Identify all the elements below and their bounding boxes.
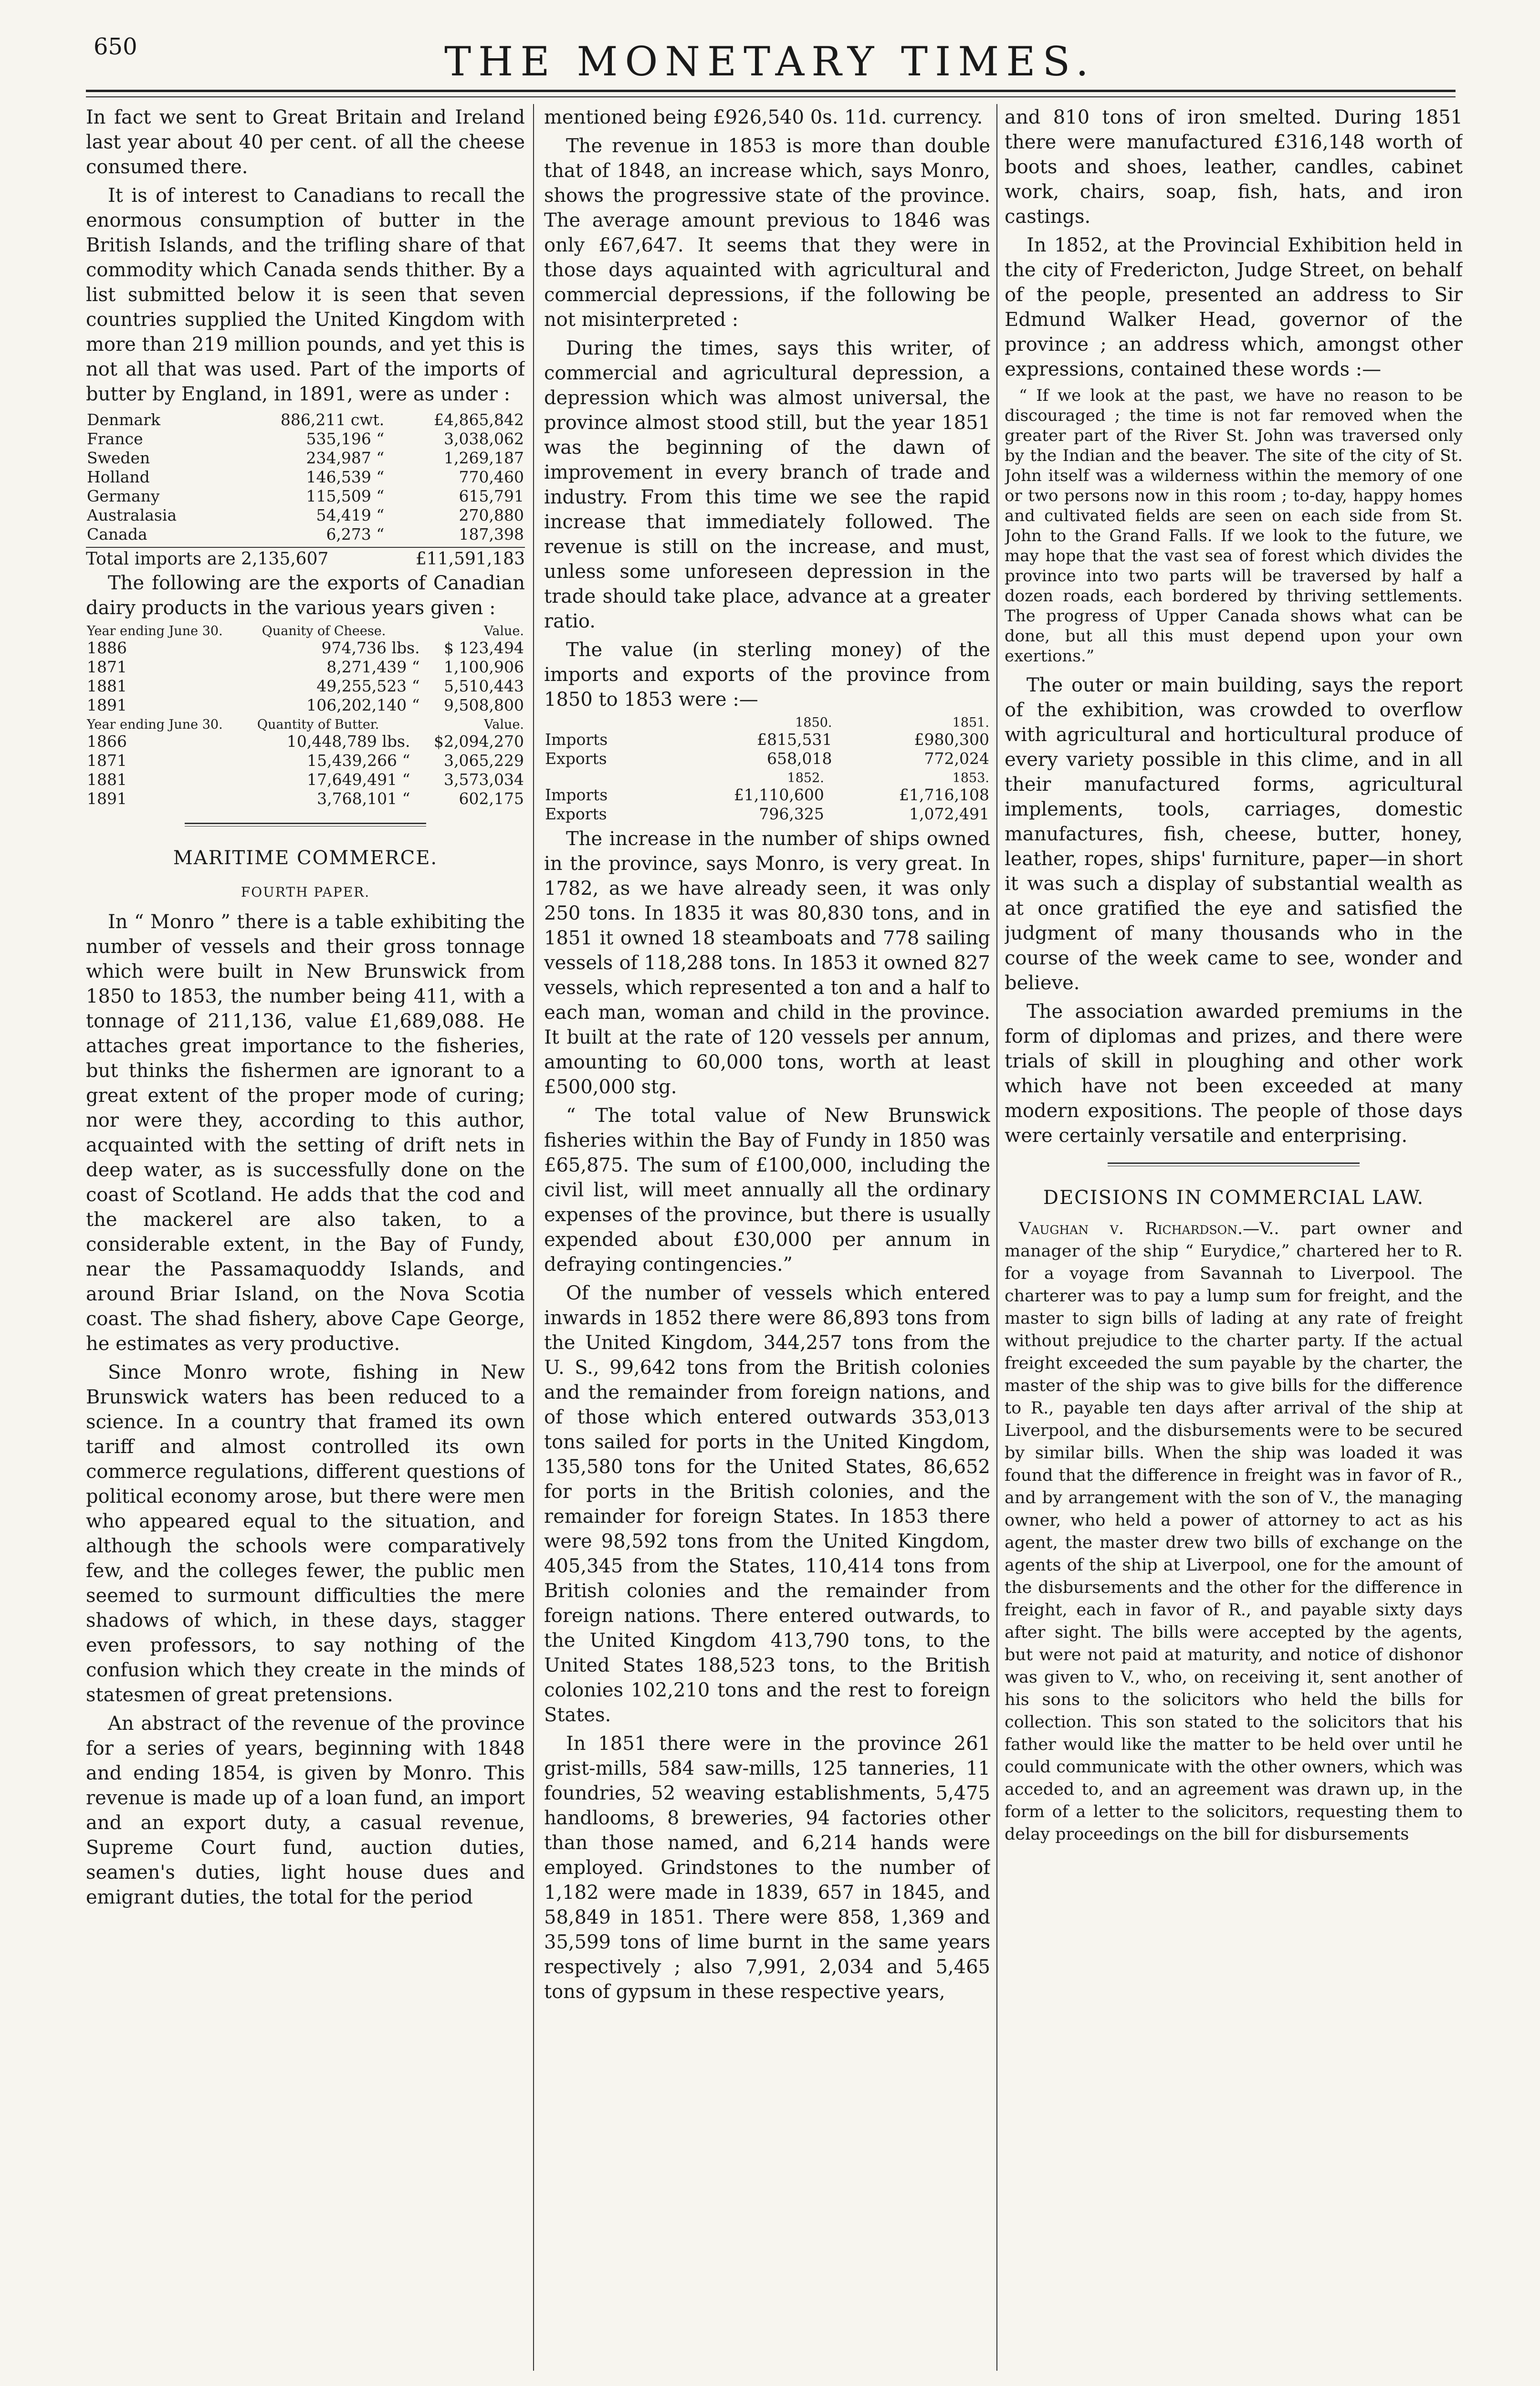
table-row: [544, 785, 990, 805]
paragraph: In fact we sent to Great Britain and Ireland last year about 40 per cent. of all the cheese consumed there.: [86, 106, 525, 178]
header-rule: [86, 90, 1456, 92]
table-cell: 1881: [87, 770, 127, 789]
paragraph: mentioned being £926,540 0s. 11d. currency.: [544, 106, 983, 128]
table-cell: 1,269,187: [444, 449, 524, 467]
table-cell: [225, 429, 385, 449]
table-header-row: [86, 624, 525, 638]
column-header: 1851.: [952, 715, 989, 730]
table-cell: 187,398: [459, 525, 524, 544]
case-text: —V.. part owner and manager of the ship “ Eurydice,” chartered her to R. for a voyage from Savannah to Liverpool. The charterer was to pay a lump sum for freight, and the master to sign bills of lading at any rate of freight without prejudice to the charter party. If the actual freight exceeded the sum payable by the charter, the master of the ship was to give bills for the difference to R., payable ten days after arrival of the ship at Liverpool, and the disbursements were to be secured by similar bills. When the ship was loaded it was found that the difference in freight was in favor of R., and by arrangement with the son of V., the managing owner, who held a power of attorney to act as his agent, the master drew two bills of exchange on the agents of the ship at Liverpool, one for the amount of the disbursements and the other for the difference in freight, each in favor of R., and payable sixty days after sight. The bills were accepted by the agents, but were not paid at maturity, and notice of dishonor was given to V., who, on receiving it, sent another of his sons to the solicitors who held the bills for collection. This son stated to the solicitors that his father would like the matter to be held over until he could communicate with the other owners, which was acceded to, and an agreement was drawn up, in the form of a letter to the solicitors, requesting them to delay proceedings on the bill for disbursements: [1005, 1219, 1463, 1844]
ditto-mark: “: [402, 789, 410, 808]
table-cell: 770,460: [459, 468, 524, 486]
table-cell: [256, 751, 411, 770]
table-row: [544, 730, 990, 749]
table-row: [86, 506, 525, 525]
paragraph: Since Monro wrote, fishing in New Brunswick waters has been reduced to a science. In a country that framed its own tariff and almost controlled its own commerce regulations, different questions of political economy arose, but there were men who appeared equal to the situation, and although the schools were comparatively few, and the colleges fewer, the public men seemed to surmount difficulties the mere shadows of which, in these days, stagger even professors, to say nothing of the confusion which they create in the minds of statesmen of great pretensions.: [86, 1361, 525, 1706]
table-cell: [261, 658, 421, 677]
ditto-mark: “: [402, 751, 410, 770]
table-row: [86, 449, 525, 468]
paragraph: The value (in sterling money) of the imports and exports of the province from 1850 to 1853 were :—: [544, 639, 990, 711]
column-header: Year ending June 30.: [87, 717, 223, 732]
ditto-mark: “: [376, 468, 385, 486]
table-cell: 3,038,062: [444, 429, 524, 448]
total-label: Total imports are 2,135,607: [86, 549, 329, 569]
column-divider: [533, 104, 534, 2371]
table-cell: 106,202,140: [306, 696, 407, 714]
table-cell: Sweden: [87, 449, 150, 467]
table-row: [86, 410, 525, 429]
page-number: 650: [94, 33, 137, 60]
table-cell: 535,196: [306, 429, 371, 448]
table-cell: [261, 677, 421, 696]
table-cell: £1,110,600: [733, 785, 824, 804]
section-title: MARITIME COMMERCE.: [173, 847, 438, 869]
total-value: £11,591,183: [415, 549, 525, 569]
table-cell: 1866: [87, 732, 127, 751]
table-row: [544, 805, 990, 824]
paragraph: and 810 tons of iron smelted. During 1851 there were manufactured £316,148 worth of boots and shoes, leather, candles, cabinet work, chairs, soap, fish, hats, and iron castings.: [1005, 106, 1463, 228]
table-cell: 615,791: [459, 487, 524, 505]
table-cell: [225, 468, 385, 487]
table-row: [86, 770, 525, 789]
table-cell: Exports: [545, 749, 607, 768]
table-row: [86, 468, 525, 487]
table-row: [86, 696, 525, 715]
table-cell: 3,768,101: [317, 789, 398, 808]
table-cell: [225, 487, 385, 506]
column-header: 1850.: [795, 715, 832, 730]
table-cell: 3,065,229: [444, 751, 524, 770]
table-cell: 1,072,491: [909, 805, 989, 823]
table-cell: 54,419: [316, 506, 371, 524]
table-cell: 1871: [87, 658, 127, 676]
table-cell: 9,508,800: [444, 696, 524, 714]
trade-table-1850-1851: [544, 716, 990, 768]
table-row: [86, 429, 525, 449]
paragraph: In 1851 there were in the province 261 grist-mills, 584 saw-mills, 125 tanneries, 11 foundries, 52 weaving establishments, 5,475 handlooms, 8 breweries, 94 factories other than those named, and 6,214 hands were employed. Grindstones to the number of 1,182 were made in 1839, 657 in 1845, and 58,849 in 1851. There were 858, 1,369 and 35,599 tons of lime burnt in the same years respectively ; also 7,991, 2,034 and 5,465 tons of gypsum in these respective years,: [544, 1733, 990, 2003]
table-cell: [256, 770, 411, 789]
table-cell: 8,271,439: [326, 658, 407, 676]
table-cell: 1891: [87, 696, 127, 714]
table-cell: 886,211 cwt.: [280, 410, 385, 429]
ditto-mark: “: [376, 525, 385, 544]
table-cell: Canada: [87, 525, 147, 544]
section-title: DECISIONS IN COMMERCIAL LAW.: [1043, 1187, 1425, 1209]
column-3: [1005, 105, 1463, 2381]
table-cell: 115,509: [306, 487, 371, 505]
total-imports-row: [86, 547, 525, 571]
ditto-mark: “: [376, 487, 385, 505]
butter-imports-table: [86, 410, 525, 544]
paragraph: An abstract of the revenue of the province for a series of years, beginning with 1848 and ending 1854, is given by Monro. This revenue is made up of a loan fund, an import and an export duty, a casual revenue, Supreme Court fund, auction duties, seamen's duties, light house dues and emigrant duties, the total for the period: [86, 1713, 525, 1908]
table-cell: £815,531: [757, 730, 832, 749]
table-cell: 3,573,034: [444, 770, 524, 789]
table-cell: 1886: [87, 638, 127, 657]
column-header: Value.: [484, 717, 524, 732]
ditto-mark: “: [376, 449, 385, 467]
butter-exports-table: [86, 718, 525, 808]
table-cell: 974,736 lbs.: [321, 638, 420, 657]
cheese-exports-table: [86, 624, 525, 715]
paragraph: In “ Monro ” there is a table exhibiting the number of vessels and their gross tonnage which were built in New Brunswick from 1850 to 1853, the number being 411, with a tonnage of 211,136, value £1,689,088. He attaches great importance to the fisheries, but thinks the fishermen are ignorant to a great extent of the proper mode of curing; nor were they, according to this author, acquainted with the setting of drift nets in deep water, as is successfully done on the coast of Scotland. He adds that the cod and the mackerel are also taken, to a considerable extent, in the Bay of Fundy, near the Passamaquoddy Islands, and around Briar Island, on the Nova Scotia coast. The shad fishery, above Cape George, he estimates as very productive.: [86, 911, 525, 1355]
table-cell: Exports: [545, 805, 607, 823]
paragraph: “ The total value of New Brunswick fisheries within the Bay of Fundy in 1850 was £65,875. The sum of £100,000, including the civil list, will meet annually all the ordinary expenses of the province, but there is usually expended about £30,000 per annum in defraying contingencies.”: [544, 1105, 990, 1276]
paragraph: The outer or main building, says the report of the exhibition, was crowded to overflow with agricultural and horticultural produce of every variety possible in this clime, and in all their manufactured forms, agricultural implements, tools, carriages, domestic manufactures, fish, cheese, butter, honey, leather, ropes, ships' furniture, paper—in short it was such a display of substantial wealth as at once gratified the eye and satisfied the judgment of many thousands who in the course of the week came to see, wonder and believe.: [1005, 674, 1463, 994]
table-cell: France: [87, 429, 143, 448]
table-row: [86, 677, 525, 696]
column-header: Quantity of Butter.: [257, 717, 379, 732]
table-cell: 5,510,443: [444, 677, 524, 695]
table-cell: [256, 789, 411, 808]
table-header-row: [86, 718, 525, 732]
table-header-row: [544, 771, 990, 785]
table-cell: Germany: [87, 487, 160, 505]
ditto-mark: “: [411, 658, 420, 676]
table-cell: 1881: [87, 677, 127, 695]
table-cell: £980,300: [914, 730, 989, 749]
table-row: [86, 732, 525, 751]
table-cell: 270,880: [459, 506, 524, 524]
table-cell: 10,448,789 lbs.: [286, 732, 410, 751]
table-cell: [225, 449, 385, 468]
header-rule-thin: [86, 96, 1456, 97]
table-row: [86, 487, 525, 506]
block-quote: “ If we look at the past, we have no reason to be discouraged ; the time is not far removed when the greater part of the River St. John was traversed only by the Indian and the beaver. The site of the city of St. John itself was a wilderness within the memory of one or two persons now in this room ; to-day, happy homes and cultivated fields are seen on each side from St. John to the Grand Falls. If we look to the future, we may hope that the vast sea of forest which divides the province into two parts will be traversed by half a dozen roads, each bordered by thriving settlements. The progress of Upper Canada shows what can be done, but all this must depend upon your own exertions.”: [1005, 386, 1463, 666]
column-header: 1852.: [787, 771, 824, 785]
table-cell: 234,987: [306, 449, 371, 467]
case-report: [1005, 1218, 1463, 1846]
table-row: [86, 638, 525, 658]
trade-table-1852-1853: [544, 771, 990, 824]
case-name: Vaughan v. Richardson.: [1019, 1219, 1243, 1238]
section-divider: [185, 826, 426, 827]
masthead-title: THE MONETARY TIMES.: [444, 38, 1096, 85]
table-cell: 15,439,266: [307, 751, 398, 770]
table-cell: £1,716,108: [899, 785, 989, 804]
paragraph: Of the number of vessels which entered inwards in 1852 there were 86,893 tons from the United Kingdom, 344,257 tons from the U. S., 99,642 tons from the British colonies and the remainder from foreign nations, and of those which entered outwards 353,013 tons sailed for ports in the United Kingdom, 135,580 tons for the United States, 86,652 for ports in the British colonies, and the remainder for foreign States. In 1853 there were 98,592 tons from the United Kingdom, 405,345 from the States, 110,414 tons from British colonies and the remainder from foreign nations. There entered outwards, to the United Kingdom 413,790 tons, to the United States 188,523 tons, to the British colonies 102,210 tons and the rest to foreign States.: [544, 1282, 990, 1726]
table-row: [86, 789, 525, 808]
paragraph: It is of interest to Canadians to recall the enormous consumption of butter in the British Islands, and the trifling share of that commodity which Canada sends thither. By a list submitted below it is seen that seven countries supplied the United Kingdom with more than 219 million pounds, and yet this is not all that was used. Part of the imports of butter by England, in 1891, were as under :: [86, 185, 525, 405]
paragraph: [1005, 1218, 1463, 1846]
paragraph: The association awarded premiums in the form of diplomas and prizes, and there were trials of skill in ploughing and other work which have not been exceeded at many modern expositions. The people of those days were certainly versatile and enterprising.: [1005, 1001, 1463, 1147]
column-header: Quanity of Cheese.: [262, 624, 386, 638]
table-cell: 1,100,906: [444, 658, 524, 676]
table-cell: [261, 696, 421, 715]
section-divider: [1108, 1162, 1360, 1164]
table-cell: 1871: [87, 751, 127, 770]
paragraph: The revenue in 1853 is more than double that of 1848, an increase which, says Monro, shows the progressive state of the province. The average amount previous to 1846 was only £67,647. It seems that they were in those days aquainted with agricultural and commercial depressions, if the following be not misinterpreted :: [544, 135, 990, 331]
column-1: [86, 105, 525, 2381]
table-cell: $ 123,494: [444, 638, 524, 657]
table-cell: 6,273: [326, 525, 371, 544]
table-row: [86, 751, 525, 770]
table-cell: Australasia: [87, 506, 177, 524]
column-header: Value.: [484, 624, 524, 638]
paragraph: The following are the exports of Canadian dairy products in the various years given :: [86, 572, 525, 619]
table-cell: 1891: [87, 789, 127, 808]
table-cell: 17,649,491: [307, 770, 398, 789]
table-cell: Denmark: [87, 410, 160, 429]
column-header: 1853.: [952, 771, 989, 785]
column-2: [544, 105, 990, 2381]
table-cell: $2,094,270: [434, 732, 524, 751]
table-cell: 658,018: [767, 749, 832, 768]
table-cell: 772,024: [924, 749, 989, 768]
ditto-mark: “: [376, 429, 385, 448]
ditto-mark: “: [411, 696, 420, 714]
section-subtitle: FOURTH PAPER.: [241, 884, 370, 900]
paragraph: The increase in the number of ships owned in the province, says Monro, is very great. In 1782, as we have already seen, it was only 250 tons. In 1835 it was 80,830 tons, and in 1851 it owned 18 steamboats and 778 sailing vessels of 118,288 tons. In 1853 it owned 827 vessels, which represented a ton and a half to each man, woman and child in the province. It built at the rate of 120 vessels per annum, amounting to 60,000 tons, worth at least £500,000 stg.: [544, 828, 990, 1098]
table-header-row: [544, 716, 990, 730]
ditto-mark: “: [402, 770, 410, 789]
column-divider: [996, 104, 997, 2371]
column-header: Year ending June 30.: [87, 624, 223, 638]
table-cell: [225, 525, 385, 544]
table-cell: 602,175: [459, 789, 524, 808]
table-cell: 796,325: [759, 805, 824, 823]
table-cell: Imports: [545, 785, 608, 804]
table-row: [86, 525, 525, 544]
table-row: [86, 658, 525, 677]
ditto-mark: “: [376, 506, 385, 524]
table-cell: Holland: [87, 468, 150, 486]
table-cell: 146,539: [306, 468, 371, 486]
ditto-mark: “: [411, 677, 420, 695]
table-cell: Imports: [545, 730, 608, 749]
paragraph: In 1852, at the Provincial Exhibition held in the city of Fredericton, Judge Street, on behalf of the people, presented an address to Sir Edmund Walker Head, governor of the province ; an address which, amongst other expressions, contained these words :—: [1005, 234, 1463, 380]
section-divider: [185, 823, 426, 824]
table-row: [544, 749, 990, 768]
table-cell: 49,255,523: [316, 677, 407, 695]
table-cell: £4,865,842: [434, 410, 524, 429]
table-cell: [225, 506, 385, 525]
paragraph: During the times, says this writer, of commercial and agricultural depression, a depression which was almost universal, the province almost stood still, but the year 1851 was the beginning of the dawn of improvement in every branch of trade and industry. From this time we see the rapid increase that immediately followed. The revenue is still on the increase, and must, unless some unforeseen depression in the trade should take place, advance at a greater ratio.: [544, 337, 990, 632]
